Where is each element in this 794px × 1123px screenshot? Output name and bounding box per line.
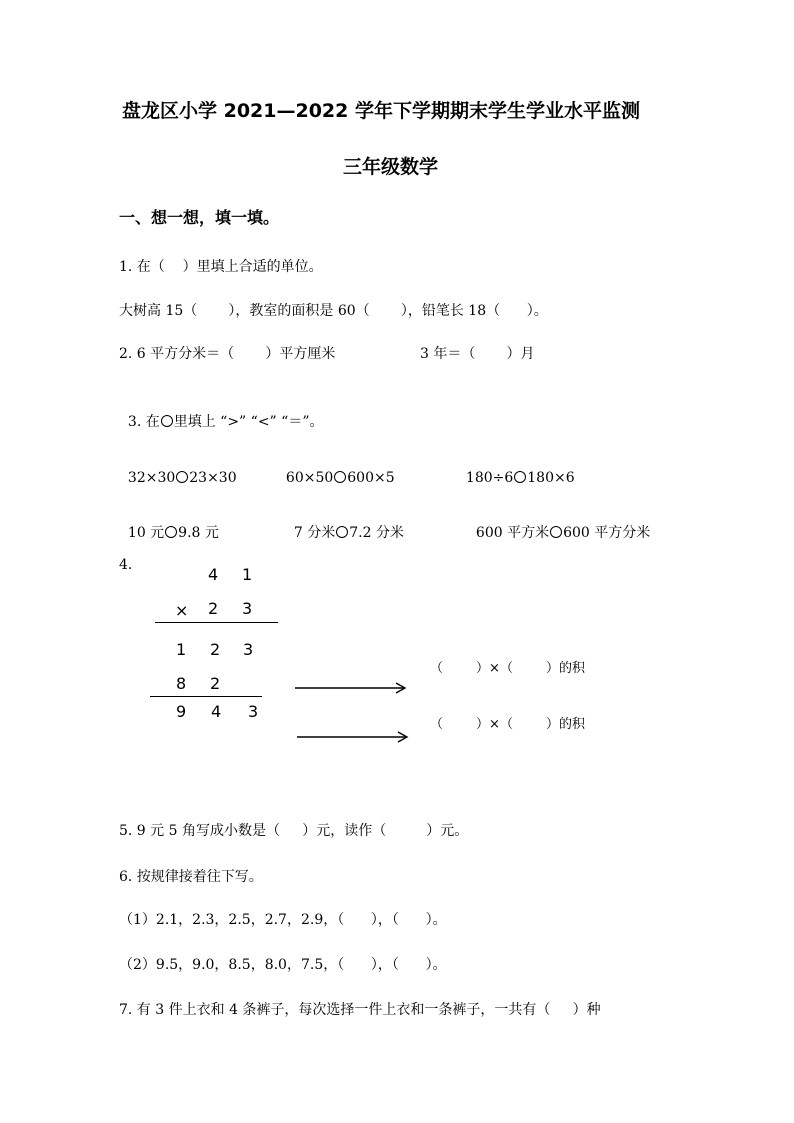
multiply-sign: ×	[175, 601, 189, 620]
calc-digit: 1	[176, 640, 187, 659]
compare-circle-icon	[550, 526, 562, 538]
compare-right: 180×6	[527, 470, 575, 486]
calc-digit: 3	[242, 599, 253, 618]
compare-1-3	[457, 451, 575, 487]
calc-digit: 3	[248, 702, 259, 721]
compare-right: 23×30	[189, 470, 237, 486]
compare-circle-icon	[165, 526, 177, 538]
compare-2-3	[467, 506, 650, 542]
question-2-part-b: 3 年＝（ ）月	[420, 346, 535, 362]
compare-1-2	[277, 451, 395, 487]
calc-digit: 1	[242, 565, 253, 584]
compare-2-1	[119, 506, 219, 542]
question-5: 5. 9 元 5 角写成小数是（ ）元，读作（ ）元。	[119, 823, 469, 839]
calc-divider-line	[150, 696, 262, 697]
question-6-part-1: （1）2.1，2.3，2.5，2.7，2.9，（ ），（ ）。	[119, 912, 447, 928]
calc-divider-line	[155, 622, 278, 623]
compare-left: 180÷6	[465, 470, 514, 486]
calc-digit: 9	[176, 702, 187, 721]
compare-left: 10 元	[127, 525, 165, 541]
question-2-part-a: 2. 6 平方分米＝（ ）平方厘米	[119, 346, 336, 362]
calc-digit: 3	[243, 640, 254, 659]
compare-left: 32×30	[127, 470, 176, 486]
section-heading: 一、想一想，填一填。	[119, 208, 280, 227]
compare-2-2	[285, 506, 404, 542]
compare-right: 9.8 元	[178, 525, 219, 541]
compare-left: 7 分米	[293, 525, 336, 541]
compare-1-1	[119, 451, 237, 487]
compare-circle-icon	[334, 471, 346, 483]
compare-left: 60×50	[285, 470, 334, 486]
compare-right: 600 平方分米	[563, 525, 651, 541]
arrow-right-icon	[295, 680, 410, 696]
calc-digit: 2	[210, 674, 221, 693]
compare-right: 7.2 分米	[349, 525, 404, 541]
page-subtitle: 三年级数学	[343, 156, 439, 178]
compare-left: 600 平方米	[475, 525, 550, 541]
product-label-2: （ ）×（ ）的积	[430, 717, 586, 732]
question-3-stem	[119, 395, 323, 431]
question-3-stem-text: 3. 在	[127, 414, 160, 430]
compare-circle-icon	[336, 526, 348, 538]
arrow-right-icon	[297, 729, 412, 745]
compare-right: 600×5	[347, 470, 395, 486]
calc-digit: 2	[210, 640, 221, 659]
calc-digit: 2	[208, 599, 219, 618]
calc-digit: 4	[211, 702, 222, 721]
question-4-number: 4.	[119, 557, 133, 573]
calc-digit: 8	[176, 674, 187, 693]
calc-digit: 4	[208, 565, 219, 584]
page-title: 盘龙区小学 2021—2022 学年下学期期末学生学业水平监测	[122, 100, 640, 122]
question-1-line: 大树高 15（ ），教室的面积是 60（ ），铅笔长 18（ ）。	[119, 303, 548, 319]
compare-circle-icon	[514, 471, 526, 483]
question-6-part-2: （2）9.5，9.0，8.5，8.0，7.5，（ ），（ ）。	[119, 957, 447, 973]
question-1-stem: 1. 在（ ）里填上合适的单位。	[119, 259, 323, 275]
question-7: 7. 有 3 件上衣和 4 条裤子，每次选择一件上衣和一条裤子，一共有（ ）种	[119, 1002, 601, 1018]
compare-circle-icon	[176, 471, 188, 483]
question-6-stem: 6. 按规律接着往下写。	[119, 869, 263, 885]
circle-blank-icon	[161, 415, 173, 427]
question-3-stem-rest: 里填上 “>” “<” “＝”。	[173, 414, 324, 430]
product-label-1: （ ）×（ ）的积	[430, 661, 586, 676]
